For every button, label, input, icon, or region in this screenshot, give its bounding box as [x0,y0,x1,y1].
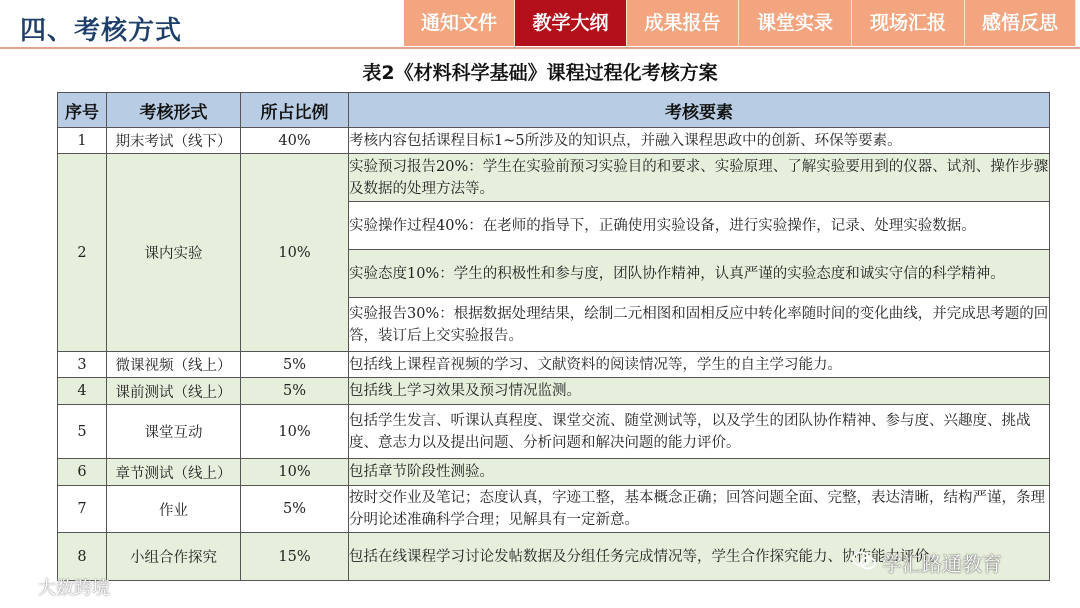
wechat-icon [852,551,876,576]
row-form: 课堂互动 [107,405,241,459]
row-requirements: 考核内容包括课程目标1~5所涉及的知识点，并融入课程思政中的创新、环保等要素。 [349,128,1050,154]
tab-reflection[interactable]: 感悟反思 [965,0,1076,46]
row-requirements: 按时交作业及笔记；态度认真，字迹工整，基本概念正确；回答问题全面、完整，表达清晰，结构严谨，条理分明论述准确科学合理；见解具有一定新意。 [349,486,1050,533]
row-ratio: 10% [241,405,349,459]
row-form: 微课视频（线上） [107,352,241,378]
table-row [58,352,1050,378]
row-form: 章节测试（线上） [107,459,241,486]
row-requirements: 包括线上学习效果及预习情况监测。 [349,378,1050,405]
tab-class-recording[interactable]: 课堂实录 [739,0,852,46]
table-row [58,378,1050,405]
row-ratio: 5% [241,486,349,533]
row-requirements: 包括线上课程音视频的学习、文献资料的阅读情况等，学生的自主学习能力。 [349,352,1050,378]
row-ratio: 40% [241,128,349,154]
tab-achievement-report[interactable]: 成果报告 [627,0,739,46]
watermark-right-text: 学汇路通教育 [882,552,1002,576]
chat-bubble-icon [8,574,32,599]
table-header-row [58,93,1050,128]
header-requirements: 考核要素 [349,93,1050,128]
header-divider [0,47,1080,49]
row-requirements: 包括在线课程学习讨论发帖数据及分组任务完成情况等，学生合作探究能力、协作能力评价。 [349,533,1050,581]
row-form: 课前测试（线上） [107,378,241,405]
table-title: 表2《材料科学基础》课程过程化考核方案 [362,62,718,84]
row-no: 3 [58,352,107,378]
table-row [58,154,1050,202]
tab-onsite-report[interactable]: 现场汇报 [852,0,965,46]
header-ratio: 所占比例 [241,93,349,128]
row-no: 1 [58,128,107,154]
watermark-right [852,548,1002,577]
row-requirements-sub: 实验操作过程40%：在老师的指导下，正确使用实验设备，进行实验操作，记录、处理实验数据。 [349,202,1050,250]
table-row [58,459,1050,486]
row-requirements-sub: 实验预习报告20%：学生在实验前预习实验目的和要求、实验原理、了解实验要用到的仪器、试剂、操作步骤及数据的处理方法等。 [349,154,1050,202]
row-form: 期末考试（线下） [107,128,241,154]
assessment-table [57,92,1050,581]
row-form: 作业 [107,486,241,533]
row-ratio: 10% [241,459,349,486]
watermark-left [8,574,110,600]
row-ratio: 5% [241,378,349,405]
row-form: 课内实验 [107,154,241,352]
row-requirements-sub: 实验态度10%：学生的积极性和参与度，团队协作精神，认真严谨的实验态度和诚实守信的科学精神。 [349,250,1050,298]
row-no: 6 [58,459,107,486]
watermark-left-text: 大数跨境 [38,578,110,599]
row-form: 小组合作探究 [107,533,241,581]
header-no: 序号 [58,93,107,128]
row-requirements: 包括章节阶段性测验。 [349,459,1050,486]
row-ratio: 10% [241,154,349,352]
section-tabs [404,0,1076,46]
table-row [58,405,1050,459]
row-requirements-sub: 实验报告30%：根据数据处理结果，绘制二元相图和固相反应中转化率随时间的变化曲线，并完成思考题的回答，装订后上交实验报告。 [349,298,1050,352]
row-ratio: 15% [241,533,349,581]
row-ratio: 5% [241,352,349,378]
row-no: 4 [58,378,107,405]
table-row [58,128,1050,154]
table-row [58,486,1050,533]
page-title: 四、考核方式 [20,16,183,46]
row-no: 2 [58,154,107,352]
row-requirements: 包括学生发言、听课认真程度、课堂交流、随堂测试等，以及学生的团队协作精神、参与度、兴趣度、挑战度、意志力以及提出问题、分析问题和解决问题的能力评价。 [349,405,1050,459]
tab-notice-files[interactable]: 通知文件 [404,0,515,46]
row-no: 7 [58,486,107,533]
header-form: 考核形式 [107,93,241,128]
row-no: 8 [58,533,107,581]
row-no: 5 [58,405,107,459]
tab-syllabus[interactable]: 教学大纲 [515,0,627,46]
